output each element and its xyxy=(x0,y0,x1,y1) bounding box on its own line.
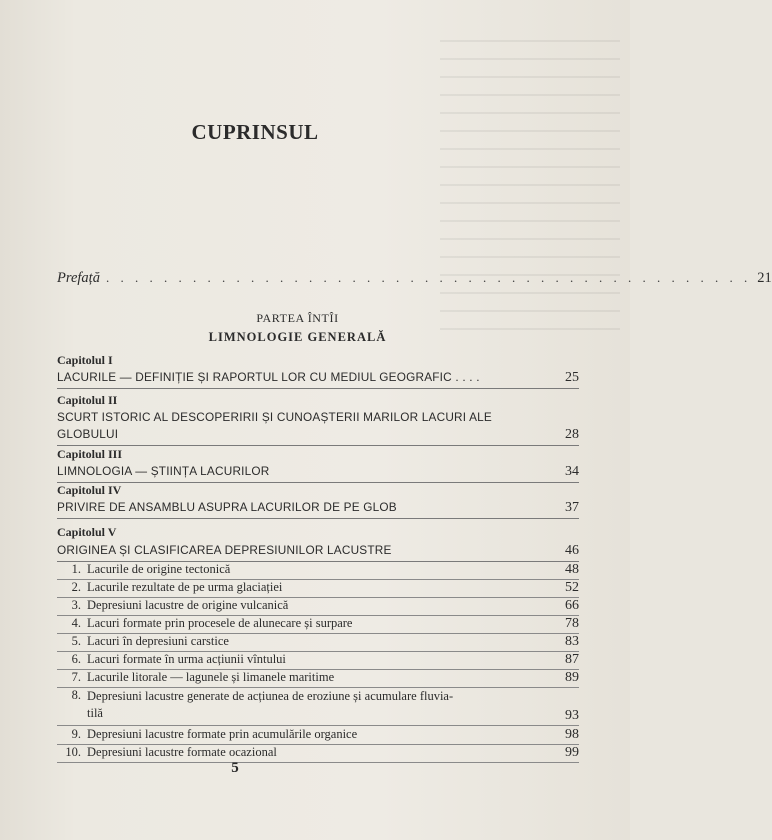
subsection-title: Lacuri formate prin procesele de alunecare și surpare xyxy=(87,616,353,630)
subsection-entry xyxy=(57,652,579,670)
chapter-entry xyxy=(57,464,579,483)
subsection-page: 48 xyxy=(565,562,579,577)
subsection-page: 66 xyxy=(565,598,579,613)
subsection-title: Lacurile litorale — lagunele și limanele maritime xyxy=(87,670,335,684)
chapter-title: PRIVIRE DE ANSAMBLU ASUPRA LACURILOR DE PE GLOB xyxy=(57,500,397,514)
subsection-title: Depresiuni lacustre formate prin acumulările organice xyxy=(87,727,358,741)
subsection-page: 83 xyxy=(565,634,579,649)
subsection-entry xyxy=(57,562,579,580)
dot-leader: . . . . . . . . . . . . . . . . . . . . . . . . . . . . . . . . . . . . . . . . . . . . . xyxy=(105,270,752,285)
chapter-page: 28 xyxy=(565,427,579,442)
chapter-heading: Capitolul V xyxy=(57,525,117,539)
chapter-page: 46 xyxy=(565,543,579,558)
subsection-number: 1. xyxy=(71,562,81,576)
subsection-entry xyxy=(57,598,579,616)
subsection-number: 9. xyxy=(71,727,81,741)
chapter-title-line1: SCURT ISTORIC AL DESCOPERIRII ȘI CUNOAȘTERII MARILOR LACURI ALE xyxy=(57,410,492,424)
subsection-number: 4. xyxy=(71,616,81,630)
preface-entry xyxy=(57,270,772,292)
subsection-number: 3. xyxy=(71,598,81,612)
subsection-number: 7. xyxy=(71,670,81,684)
subsection-entry xyxy=(57,634,579,652)
subsection-page: 99 xyxy=(565,745,579,760)
subsection-page: 93 xyxy=(565,708,579,723)
subsection-entry xyxy=(57,670,579,688)
subsection-number: 5. xyxy=(71,634,81,648)
page-title: CUPRINSUL xyxy=(191,120,319,144)
chapter-page: 25 xyxy=(565,370,579,385)
subsection-title: Lacurile rezultate de pe urma glaciației xyxy=(87,580,283,594)
bleed-through-text xyxy=(440,40,620,340)
chapter-heading: Capitolul III xyxy=(57,447,123,461)
subsection-title xyxy=(87,688,545,722)
subsection-page: 78 xyxy=(565,616,579,631)
preface-page: 21 xyxy=(757,270,772,286)
chapter-entry xyxy=(57,370,579,389)
chapter-title: ORIGINEA ȘI CLASIFICAREA DEPRESIUNILOR LACUSTRE xyxy=(57,543,392,557)
subsection-title-line1: Depresiuni lacustre generate de acțiunea de eroziune și acumulare fluvia- xyxy=(87,689,454,703)
subsection-page: 87 xyxy=(565,652,579,667)
subsection-page: 98 xyxy=(565,727,579,742)
page-number: 5 xyxy=(231,760,239,776)
chapter-heading: Capitolul II xyxy=(57,393,118,407)
chapter-page: 37 xyxy=(565,500,579,515)
subsection-number: 10. xyxy=(65,745,81,759)
chapter-title: LACURILE — DEFINIȚIE ȘI RAPORTUL LOR CU MEDIUL GEOGRAFIC . . . . xyxy=(57,370,480,384)
chapter-title: LIMNOLOGIA — ȘTIINȚA LACURILOR xyxy=(57,464,270,478)
part-title: LIMNOLOGIE GENERALĂ xyxy=(208,330,387,344)
chapter-title-line2: GLOBULUI xyxy=(57,427,119,441)
subsection-entry xyxy=(57,616,579,634)
subsection-title: Depresiuni lacustre de origine vulcanică xyxy=(87,598,289,612)
subsection-title: Depresiuni lacustre formate ocazional xyxy=(87,745,277,759)
subsection-title: Lacuri formate în urma acțiunii vîntului xyxy=(87,652,286,666)
subsection-title-line2: tilă xyxy=(87,706,103,720)
chapter-page: 34 xyxy=(565,464,579,479)
subsection-number: 8. xyxy=(71,688,81,702)
subsection-page: 89 xyxy=(565,670,579,685)
chapter-heading: Capitolul I xyxy=(57,353,113,367)
subsection-page: 52 xyxy=(565,580,579,595)
preface-label: Prefață xyxy=(57,270,100,286)
subsection-entry xyxy=(57,688,579,726)
chapter-entry xyxy=(57,500,579,519)
subsection-entry xyxy=(57,727,579,745)
chapter-heading: Capitolul IV xyxy=(57,483,122,497)
chapter-entry xyxy=(57,543,579,562)
subsection-number: 2. xyxy=(71,580,81,594)
subsection-title: Lacuri în depresiuni carstice xyxy=(87,634,229,648)
subsection-title: Lacurile de origine tectonică xyxy=(87,562,231,576)
part-label: PARTEA ÎNTÎI xyxy=(256,311,339,325)
chapter-entry xyxy=(57,410,579,446)
subsection-number: 6. xyxy=(71,652,81,666)
subsection-entry xyxy=(57,580,579,598)
